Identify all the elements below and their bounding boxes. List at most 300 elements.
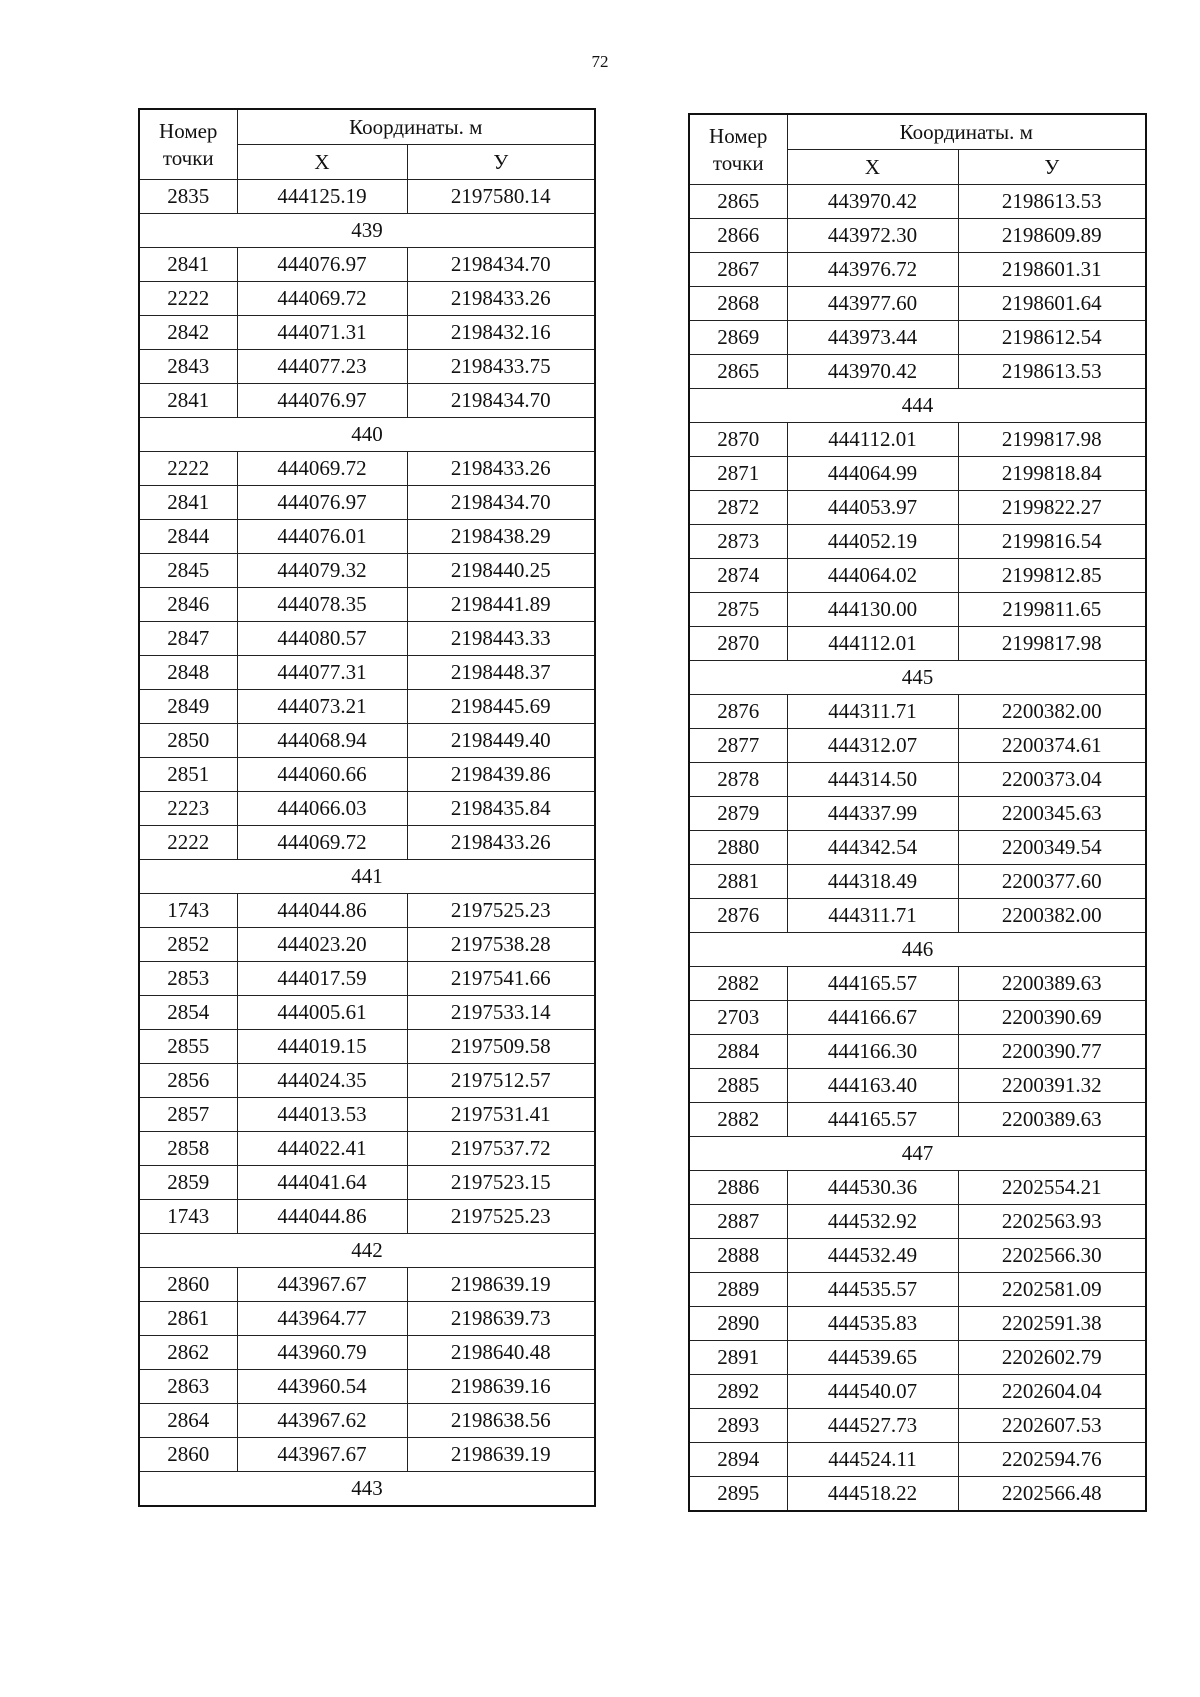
y-coordinate-cell: 2197525.23 (407, 1200, 595, 1234)
x-coordinate-cell: 444540.07 (787, 1375, 958, 1409)
point-number-cell: 2875 (689, 593, 787, 627)
point-number-header-line2: точки (162, 145, 214, 170)
y-coordinate-cell: 2198432.16 (407, 316, 595, 350)
point-number-cell: 2874 (689, 559, 787, 593)
table-row (139, 792, 595, 826)
point-number-cell: 2866 (689, 219, 787, 253)
table-row (689, 185, 1146, 219)
table-row (139, 1166, 595, 1200)
point-number-cell: 2892 (689, 1375, 787, 1409)
y-coordinate-cell: 2197523.15 (407, 1166, 595, 1200)
y-coordinate-cell: 2202602.79 (958, 1341, 1146, 1375)
x-coordinate-cell: 444017.59 (237, 962, 407, 996)
y-coordinate-cell: 2197537.72 (407, 1132, 595, 1166)
x-coordinate-cell: 444041.64 (237, 1166, 407, 1200)
point-number-cell: 2878 (689, 763, 787, 797)
table-row (689, 559, 1146, 593)
point-number-cell: 2882 (689, 1103, 787, 1137)
y-coordinate-cell: 2198638.56 (407, 1404, 595, 1438)
y-coordinate-cell: 2199817.98 (958, 423, 1146, 457)
y-coordinate-cell: 2198433.75 (407, 350, 595, 384)
point-number-cell: 2852 (139, 928, 237, 962)
point-number-cell: 2881 (689, 865, 787, 899)
table-row (689, 423, 1146, 457)
x-coordinate-cell: 444166.67 (787, 1001, 958, 1035)
point-number-cell: 2891 (689, 1341, 787, 1375)
section-label: 447 (689, 1137, 1146, 1171)
x-coordinate-cell: 444312.07 (787, 729, 958, 763)
table-row (139, 1370, 595, 1404)
y-coordinate-cell: 2200349.54 (958, 831, 1146, 865)
point-number-cell: 2879 (689, 797, 787, 831)
x-coordinate-cell: 444318.49 (787, 865, 958, 899)
x-coordinate-cell: 443967.67 (237, 1268, 407, 1302)
point-number-cell: 2870 (689, 627, 787, 661)
y-coordinate-cell: 2200382.00 (958, 695, 1146, 729)
point-number-header (689, 114, 787, 185)
point-number-cell: 2858 (139, 1132, 237, 1166)
y-coordinate-cell: 2198441.89 (407, 588, 595, 622)
table-row (689, 1375, 1146, 1409)
point-number-cell: 2861 (139, 1302, 237, 1336)
table-row (139, 996, 595, 1030)
x-coordinate-cell: 444005.61 (237, 996, 407, 1030)
section-row (689, 1137, 1146, 1171)
table-row (139, 1268, 595, 1302)
table-row (139, 520, 595, 554)
x-coordinate-cell: 444165.57 (787, 1103, 958, 1137)
y-coordinate-cell: 2198639.19 (407, 1268, 595, 1302)
x-coordinate-cell: 444311.71 (787, 899, 958, 933)
x-coordinate-cell: 444066.03 (237, 792, 407, 826)
point-number-cell: 2876 (689, 695, 787, 729)
y-coordinate-cell: 2202581.09 (958, 1273, 1146, 1307)
y-coordinate-cell: 2199822.27 (958, 491, 1146, 525)
y-coordinate-cell: 2198434.70 (407, 248, 595, 282)
table-row (139, 1064, 595, 1098)
point-number-cell: 2851 (139, 758, 237, 792)
y-coordinate-cell: 2198434.70 (407, 384, 595, 418)
point-number-header-line1: Номер (159, 119, 218, 144)
point-number-header-line2: точки (712, 150, 764, 175)
table-row (689, 831, 1146, 865)
section-row (689, 389, 1146, 423)
x-coordinate-cell: 443967.62 (237, 1404, 407, 1438)
section-label: 446 (689, 933, 1146, 967)
table-row (139, 384, 595, 418)
x-coordinate-cell: 444073.21 (237, 690, 407, 724)
x-coordinate-cell: 444064.02 (787, 559, 958, 593)
y-coordinate-cell: 2197531.41 (407, 1098, 595, 1132)
y-coordinate-cell: 2198609.89 (958, 219, 1146, 253)
x-coordinate-cell: 444530.36 (787, 1171, 958, 1205)
point-number-cell: 2887 (689, 1205, 787, 1239)
y-coordinate-cell: 2200389.63 (958, 967, 1146, 1001)
x-coordinate-cell: 444077.31 (237, 656, 407, 690)
section-row (139, 214, 595, 248)
y-coordinate-cell: 2199811.65 (958, 593, 1146, 627)
x-coordinate-cell: 444077.23 (237, 350, 407, 384)
y-coordinate-cell: 2198434.70 (407, 486, 595, 520)
y-coordinate-cell: 2198639.19 (407, 1438, 595, 1472)
table-row (139, 1336, 595, 1370)
table-row (689, 491, 1146, 525)
table-row (139, 452, 595, 486)
table-row (139, 486, 595, 520)
section-label: 441 (139, 860, 595, 894)
section-label: 442 (139, 1234, 595, 1268)
x-coordinate-cell: 444013.53 (237, 1098, 407, 1132)
coordinates-header: Координаты. м (787, 114, 1146, 150)
table-row (689, 1001, 1146, 1035)
y-coordinate-cell: 2200391.32 (958, 1069, 1146, 1103)
x-coordinate-cell: 444527.73 (787, 1409, 958, 1443)
y-coordinate-cell: 2200389.63 (958, 1103, 1146, 1137)
x-coordinate-cell: 444112.01 (787, 627, 958, 661)
point-number-cell: 2870 (689, 423, 787, 457)
point-number-cell: 2855 (139, 1030, 237, 1064)
x-coordinate-cell: 444053.97 (787, 491, 958, 525)
x-coordinate-cell: 444068.94 (237, 724, 407, 758)
point-number-cell: 2841 (139, 248, 237, 282)
y-coordinate-cell: 2198449.40 (407, 724, 595, 758)
y-coordinate-cell: 2198613.53 (958, 355, 1146, 389)
table-row (139, 350, 595, 384)
point-number-cell: 2846 (139, 588, 237, 622)
y-coordinate-cell: 2200390.69 (958, 1001, 1146, 1035)
section-label: 444 (689, 389, 1146, 423)
x-coordinate-cell: 444023.20 (237, 928, 407, 962)
table-row (689, 1477, 1146, 1512)
point-number-cell: 2863 (139, 1370, 237, 1404)
point-number-cell: 1743 (139, 894, 237, 928)
table-row (689, 287, 1146, 321)
y-coordinate-cell: 2202563.93 (958, 1205, 1146, 1239)
x-coordinate-cell: 443964.77 (237, 1302, 407, 1336)
point-number-cell: 2857 (139, 1098, 237, 1132)
table-row (689, 1443, 1146, 1477)
x-coordinate-cell: 444125.19 (237, 180, 407, 214)
point-number-cell: 2222 (139, 282, 237, 316)
x-coordinate-cell: 444342.54 (787, 831, 958, 865)
y-coordinate-cell: 2200345.63 (958, 797, 1146, 831)
table-row (689, 525, 1146, 559)
y-coordinate-cell: 2198445.69 (407, 690, 595, 724)
x-coordinate-cell: 444535.83 (787, 1307, 958, 1341)
x-coordinate-cell: 444078.35 (237, 588, 407, 622)
x-coordinate-cell: 444069.72 (237, 826, 407, 860)
table-row (689, 253, 1146, 287)
point-number-cell: 2223 (139, 792, 237, 826)
y-coordinate-cell: 2198433.26 (407, 452, 595, 486)
y-coordinate-cell: 2198433.26 (407, 826, 595, 860)
point-number-header (139, 109, 237, 180)
x-coordinate-cell: 444076.97 (237, 384, 407, 418)
point-number-cell: 2865 (689, 355, 787, 389)
table-row (689, 967, 1146, 1001)
section-label: 445 (689, 661, 1146, 695)
point-number-cell: 2856 (139, 1064, 237, 1098)
table-row (689, 1273, 1146, 1307)
table-row (689, 695, 1146, 729)
table-row (139, 928, 595, 962)
table-row (689, 1069, 1146, 1103)
y-coordinate-cell: 2200382.00 (958, 899, 1146, 933)
y-coordinate-cell: 2200374.61 (958, 729, 1146, 763)
section-row (139, 1472, 595, 1507)
x-coordinate-cell: 444044.86 (237, 894, 407, 928)
section-label: 443 (139, 1472, 595, 1507)
x-coordinate-cell: 443976.72 (787, 253, 958, 287)
point-number-cell: 2222 (139, 452, 237, 486)
point-number-cell: 2877 (689, 729, 787, 763)
x-coordinate-cell: 444314.50 (787, 763, 958, 797)
section-row (689, 661, 1146, 695)
x-coordinate-cell: 444518.22 (787, 1477, 958, 1512)
point-number-cell: 2847 (139, 622, 237, 656)
y-coordinate-cell: 2202591.38 (958, 1307, 1146, 1341)
y-coordinate-cell: 2197533.14 (407, 996, 595, 1030)
x-coordinate-cell: 444076.97 (237, 486, 407, 520)
table-row (139, 1030, 595, 1064)
table-row (689, 1171, 1146, 1205)
y-coordinate-cell: 2198639.16 (407, 1370, 595, 1404)
point-number-cell: 2867 (689, 253, 787, 287)
section-row (139, 418, 595, 452)
table-row (139, 1098, 595, 1132)
x-coordinate-cell: 443960.54 (237, 1370, 407, 1404)
table-row (689, 627, 1146, 661)
x-coordinate-cell: 444044.86 (237, 1200, 407, 1234)
table-row (139, 316, 595, 350)
page-number: 72 (591, 52, 609, 71)
table-row (689, 899, 1146, 933)
table-row (139, 1302, 595, 1336)
point-number-cell: 2854 (139, 996, 237, 1030)
y-coordinate-cell: 2200377.60 (958, 865, 1146, 899)
point-number-cell: 2703 (689, 1001, 787, 1035)
point-number-cell: 2882 (689, 967, 787, 1001)
point-number-cell: 2845 (139, 554, 237, 588)
point-number-cell: 2864 (139, 1404, 237, 1438)
section-label: 440 (139, 418, 595, 452)
y-coordinate-cell: 2199817.98 (958, 627, 1146, 661)
y-coordinate-cell: 2198448.37 (407, 656, 595, 690)
point-number-cell: 2890 (689, 1307, 787, 1341)
x-coordinate-cell: 443972.30 (787, 219, 958, 253)
point-number-cell: 2850 (139, 724, 237, 758)
point-number-cell: 2893 (689, 1409, 787, 1443)
x-coordinate-cell: 443967.67 (237, 1438, 407, 1472)
point-number-cell: 2860 (139, 1268, 237, 1302)
y-coordinate-cell: 2198612.54 (958, 321, 1146, 355)
point-number-cell: 2876 (689, 899, 787, 933)
point-number-cell: 2872 (689, 491, 787, 525)
x-coordinate-cell: 444052.19 (787, 525, 958, 559)
y-coordinate-cell: 2202604.04 (958, 1375, 1146, 1409)
y-coordinate-cell: 2198613.53 (958, 185, 1146, 219)
table-row (139, 1132, 595, 1166)
point-number-cell: 2884 (689, 1035, 787, 1069)
table-row (139, 690, 595, 724)
section-label: 439 (139, 214, 595, 248)
point-number-cell: 2886 (689, 1171, 787, 1205)
x-coordinate-cell: 444071.31 (237, 316, 407, 350)
table-row (139, 554, 595, 588)
x-coordinate-cell: 444532.49 (787, 1239, 958, 1273)
x-coordinate-cell: 444532.92 (787, 1205, 958, 1239)
y-coordinate-cell: 2198438.29 (407, 520, 595, 554)
y-coordinate-cell: 2198433.26 (407, 282, 595, 316)
y-coordinate-cell: 2202566.48 (958, 1477, 1146, 1512)
table-row (139, 282, 595, 316)
point-number-cell: 2888 (689, 1239, 787, 1273)
y-coordinate-cell: 2198601.64 (958, 287, 1146, 321)
x-coordinate-cell: 444337.99 (787, 797, 958, 831)
table-row (139, 724, 595, 758)
table-row (689, 1205, 1146, 1239)
y-coordinate-cell: 2197509.58 (407, 1030, 595, 1064)
table-row (689, 763, 1146, 797)
y-coordinate-cell: 2198443.33 (407, 622, 595, 656)
x-coordinate-cell: 444022.41 (237, 1132, 407, 1166)
x-coordinate-cell: 444130.00 (787, 593, 958, 627)
x-coordinate-cell: 444539.65 (787, 1341, 958, 1375)
table-row (689, 355, 1146, 389)
x-coordinate-cell: 444079.32 (237, 554, 407, 588)
table-body (689, 185, 1146, 1512)
table-row (689, 321, 1146, 355)
table-row (139, 622, 595, 656)
point-number-cell: 2869 (689, 321, 787, 355)
table-row (689, 1239, 1146, 1273)
y-coordinate-cell: 2202566.30 (958, 1239, 1146, 1273)
point-number-cell: 2841 (139, 384, 237, 418)
y-coordinate-cell: 2200390.77 (958, 1035, 1146, 1069)
point-number-cell: 2895 (689, 1477, 787, 1512)
table-header (139, 109, 595, 180)
table-row (689, 797, 1146, 831)
table-row (139, 656, 595, 690)
x-coordinate-cell: 444112.01 (787, 423, 958, 457)
point-number-cell: 2894 (689, 1443, 787, 1477)
table-row (689, 1103, 1146, 1137)
y-coordinate-cell: 2198439.86 (407, 758, 595, 792)
point-number-cell: 2853 (139, 962, 237, 996)
section-row (139, 1234, 595, 1268)
x-coordinate-cell: 444064.99 (787, 457, 958, 491)
table-row (139, 962, 595, 996)
table-row (689, 1307, 1146, 1341)
point-number-cell: 2860 (139, 1438, 237, 1472)
y-column-header: У (407, 145, 595, 180)
point-number-cell: 2844 (139, 520, 237, 554)
point-number-cell: 2835 (139, 180, 237, 214)
point-number-cell: 2848 (139, 656, 237, 690)
x-coordinate-cell: 443960.79 (237, 1336, 407, 1370)
point-number-cell: 2843 (139, 350, 237, 384)
x-coordinate-cell: 444024.35 (237, 1064, 407, 1098)
table-row (139, 180, 595, 214)
table-row (689, 457, 1146, 491)
point-number-cell: 2880 (689, 831, 787, 865)
x-column-header: X (237, 145, 407, 180)
y-coordinate-cell: 2198435.84 (407, 792, 595, 826)
table-row (689, 1035, 1146, 1069)
point-number-cell: 2865 (689, 185, 787, 219)
point-number-cell: 2889 (689, 1273, 787, 1307)
x-coordinate-cell: 443970.42 (787, 355, 958, 389)
y-coordinate-cell: 2197512.57 (407, 1064, 595, 1098)
x-coordinate-cell: 444311.71 (787, 695, 958, 729)
y-coordinate-cell: 2202607.53 (958, 1409, 1146, 1443)
coordinates-table-left (138, 108, 596, 1507)
y-coordinate-cell: 2197541.66 (407, 962, 595, 996)
point-number-cell: 2849 (139, 690, 237, 724)
point-number-cell: 2871 (689, 457, 787, 491)
table-row (689, 865, 1146, 899)
y-coordinate-cell: 2198640.48 (407, 1336, 595, 1370)
table-row (139, 588, 595, 622)
table-body (139, 180, 595, 1507)
y-coordinate-cell: 2202554.21 (958, 1171, 1146, 1205)
y-coordinate-cell: 2199816.54 (958, 525, 1146, 559)
y-coordinate-cell: 2198639.73 (407, 1302, 595, 1336)
point-number-cell: 2862 (139, 1336, 237, 1370)
y-coordinate-cell: 2198601.31 (958, 253, 1146, 287)
y-coordinate-cell: 2197525.23 (407, 894, 595, 928)
point-number-cell: 2842 (139, 316, 237, 350)
x-coordinate-cell: 444535.57 (787, 1273, 958, 1307)
point-number-cell: 2222 (139, 826, 237, 860)
table-row (139, 894, 595, 928)
point-number-cell: 2859 (139, 1166, 237, 1200)
point-number-cell: 2868 (689, 287, 787, 321)
coordinates-header: Координаты. м (237, 109, 595, 145)
x-coordinate-cell: 443970.42 (787, 185, 958, 219)
section-row (139, 860, 595, 894)
coordinates-table-right (688, 113, 1147, 1512)
table-row (689, 1341, 1146, 1375)
y-coordinate-cell: 2197580.14 (407, 180, 595, 214)
x-coordinate-cell: 444060.66 (237, 758, 407, 792)
table-row (139, 1438, 595, 1472)
y-coordinate-cell: 2198440.25 (407, 554, 595, 588)
table-header (689, 114, 1146, 185)
table-row (139, 1200, 595, 1234)
y-coordinate-cell: 2199812.85 (958, 559, 1146, 593)
y-coordinate-cell: 2200373.04 (958, 763, 1146, 797)
point-number-header-line1: Номер (709, 124, 768, 149)
x-coordinate-cell: 444165.57 (787, 967, 958, 1001)
x-coordinate-cell: 444076.97 (237, 248, 407, 282)
table-row (689, 593, 1146, 627)
table-row (689, 219, 1146, 253)
table-row (689, 729, 1146, 763)
x-coordinate-cell: 444524.11 (787, 1443, 958, 1477)
point-number-cell: 2873 (689, 525, 787, 559)
table-row (689, 1409, 1146, 1443)
y-column-header: У (958, 150, 1146, 185)
x-coordinate-cell: 444069.72 (237, 282, 407, 316)
x-coordinate-cell: 444019.15 (237, 1030, 407, 1064)
point-number-cell: 2885 (689, 1069, 787, 1103)
x-column-header: X (787, 150, 958, 185)
x-coordinate-cell: 444076.01 (237, 520, 407, 554)
point-number-cell: 2841 (139, 486, 237, 520)
x-coordinate-cell: 444166.30 (787, 1035, 958, 1069)
table-row (139, 758, 595, 792)
